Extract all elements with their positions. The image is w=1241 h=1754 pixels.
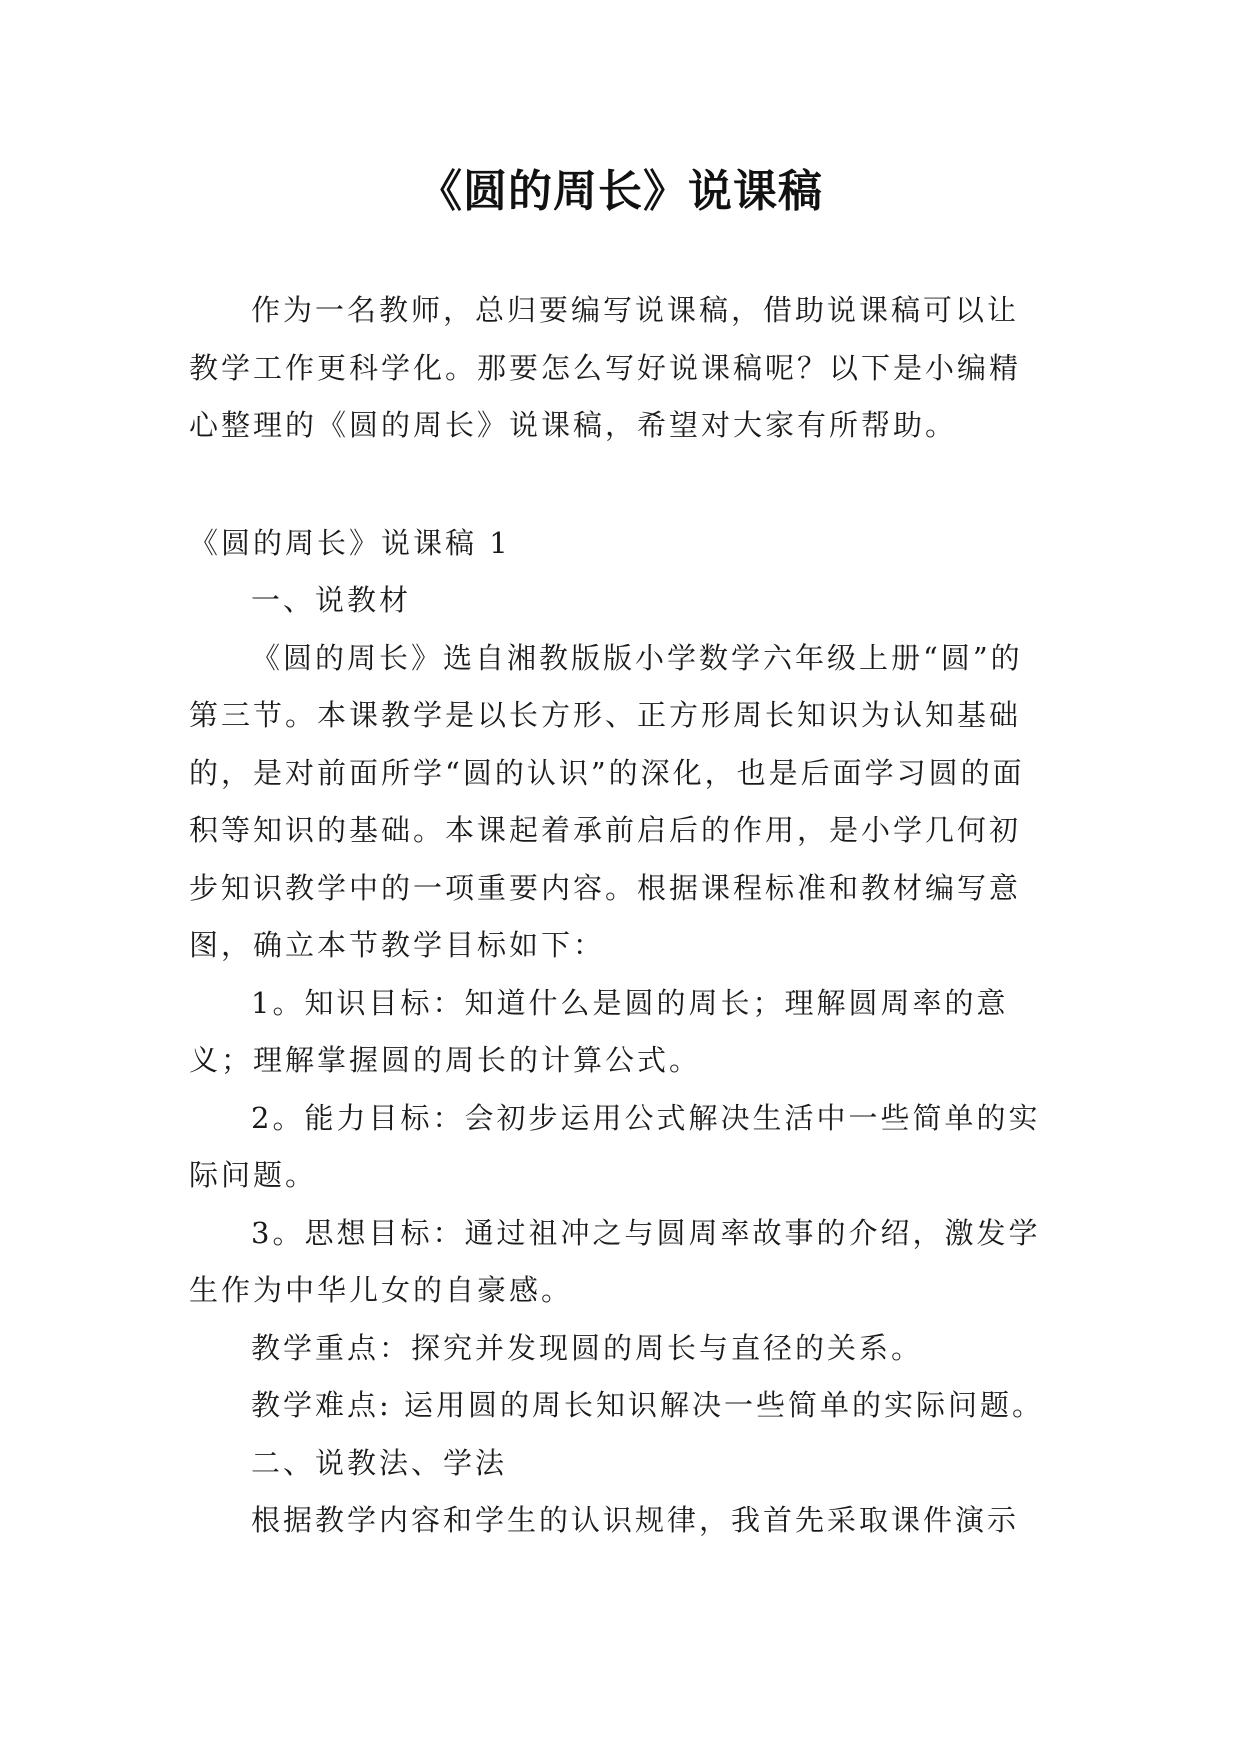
methods-paragraph: 根据教学内容和学生的认识规律，我首先采取课件演示 xyxy=(251,1503,1020,1537)
heading-methods: 二、说教法、学法 xyxy=(251,1445,508,1480)
key-point: 教学重点：探究并发现圆的周长与直径的关系。 xyxy=(251,1330,924,1365)
intro-paragraph: 作为一名教师，总归要编写说课稿，借助说课稿可以让教学工作更科学化。那要怎么写好说课稿呢？以下是小编精心整理的《圆的周长》说课稿，希望对大家有所帮助。 xyxy=(189,293,1022,442)
goal-thought: 3。思想目标：通过祖冲之与圆周率故事的介绍，激发学生作为中华儿女的自豪感。 xyxy=(189,1215,1041,1307)
goal-knowledge: 1。知识目标：知道什么是圆的周长；理解圆周率的意义；理解掌握圆的周长的计算公式。 xyxy=(189,985,1009,1077)
section-title: 《圆的周长》说课稿 1 xyxy=(189,525,511,560)
difficult-point: 教学难点: 运用圆的周长知识解决一些简单的实际问题。 xyxy=(251,1388,1044,1422)
page-title: 《圆的周长》说课稿 xyxy=(418,166,823,217)
heading-teaching-material: 一、说教材 xyxy=(251,583,412,617)
document-body xyxy=(189,282,1049,1550)
goal-ability: 2。能力目标：会初步运用公式解决生活中一些简单的实际问题。 xyxy=(189,1100,1041,1192)
material-paragraph: 《圆的周长》选自湘教版版小学数学六年级上册“圆”的第三节。本课教学是以长方形、正方形周长知识为认知基础的，是对前面所学“圆的认识”的深化，也是后面学习圆的面积等知识的基础。本课起着承前启后的作用，是小学几何初步知识教学中的一项重要内容。根据课程标准和教材编写意图，确立本节教学目标如下： xyxy=(189,640,1025,962)
